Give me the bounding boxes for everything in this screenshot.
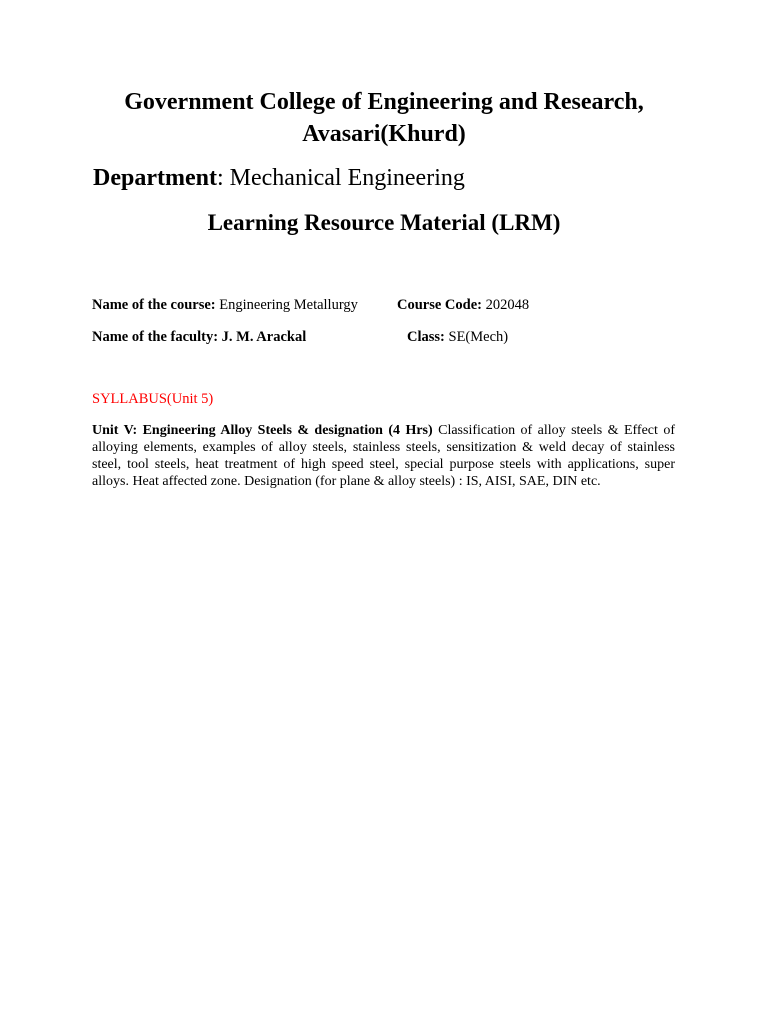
unit-body: Classification of alloy steels & Effect of alloying elements, examples of alloy steels, stainless steels, sensitization & weld decay of stainless steel, tool steels, heat treatment of high speed steel, special purpose steels with applications, super alloys. Heat affected zone. Designation (for plane & alloy steels) : IS, AISI, SAE, DIN etc. xyxy=(92,423,675,489)
faculty-label: Name of the faculty: J. M. Arackal xyxy=(92,329,307,345)
unit-title: Unit V: Engineering Alloy Steels & designation (4 Hrs) xyxy=(92,423,433,438)
unit-description xyxy=(92,422,675,490)
department-label: Department xyxy=(93,165,217,191)
class-label: Class: xyxy=(407,329,445,345)
class-line xyxy=(407,328,508,346)
course-code-line xyxy=(397,296,529,314)
faculty-line xyxy=(92,328,306,346)
course-code-value: 202048 xyxy=(485,297,530,313)
department-separator: : xyxy=(216,165,224,191)
college-title: Government College of Engineering and Research, Avasari(Khurd) xyxy=(124,89,644,147)
lrm-title: Learning Resource Material (LRM) xyxy=(207,210,561,235)
department-value: Mechanical Engineering xyxy=(229,165,465,191)
course-code-label: Course Code: xyxy=(397,297,482,313)
course-name-line xyxy=(92,296,358,314)
department-line xyxy=(93,162,465,194)
course-name-label: Name of the course: xyxy=(92,297,216,313)
class-value: SE(Mech) xyxy=(448,329,509,345)
syllabus-heading: SYLLABUS(Unit 5) xyxy=(92,391,214,407)
course-name-value: Engineering Metallurgy xyxy=(219,297,358,313)
